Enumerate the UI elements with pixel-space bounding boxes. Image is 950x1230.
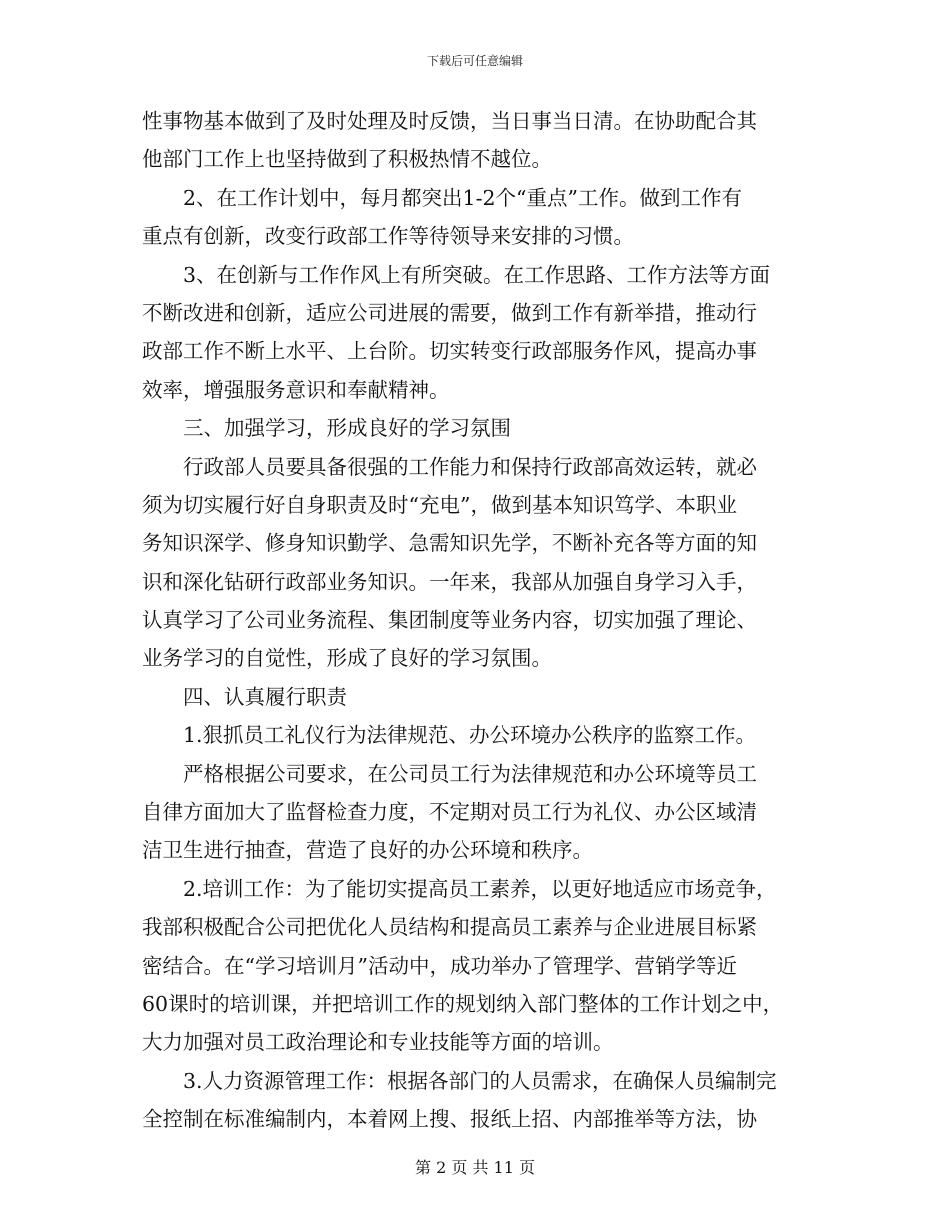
text-line: 识和深化钻研行政部业务知识。一年来，我部从加强自身学习入手， [142, 569, 757, 594]
text-line: 1.狠抓员工礼仪行为法律规范、办公环境办公秩序的监察工作。 [183, 723, 757, 748]
text-line: 自律方面加大了监督检查力度，不定期对员工行为礼仪、办公区域清 [142, 800, 757, 825]
text-line: 严格根据公司要求，在公司员工行为法律规范和办公环境等员工 [183, 761, 757, 786]
text-line: 他部门工作上也坚持做到了积极热情不越位。 [142, 147, 552, 172]
text-line: 我部积极配合公司把优化人员结构和提高员工素养与企业进展目标紧 [142, 915, 757, 940]
text-line: 密结合。在“学习培训月”活动中，成功举办了管理学、营销学等近 [142, 953, 737, 978]
text-line: 3、在创新与工作作风上有所突破。在工作思路、工作方法等方面 [183, 262, 771, 287]
text-line: 洁卫生进行抽查，营造了良好的办公环境和秩序。 [142, 838, 593, 863]
text-line: 2.培训工作：为了能切实提高员工素养，以更好地适应市场竞争， [183, 876, 777, 901]
text-line: 三、加强学习，形成良好的学习氛围 [183, 416, 511, 441]
page-footer: 第 2 页 共 11 页 [415, 1158, 535, 1177]
text-line: 政部工作不断上水平、上台阶。切实转变行政部服务作风，提高办事 [142, 339, 757, 364]
text-line: 大力加强对员工政治理论和专业技能等方面的培训。 [142, 1030, 614, 1055]
text-line: 务知识深学、修身知识勤学、急需知识先学，不断补充各等方面的知 [142, 531, 757, 556]
text-line: 认真学习了公司业务流程、集团制度等业务内容，切实加强了理论、 [142, 608, 757, 633]
text-line: 须为切实履行好自身职责及时“充电”，做到基本知识笃学、本职业 [142, 492, 737, 517]
text-line: 3.人力资源管理工作：根据各部门的人员需求，在确保人员编制完 [183, 1068, 777, 1093]
text-line: 性事物基本做到了及时处理及时反馈，当日事当日清。在协助配合其 [142, 109, 757, 133]
text-line: 2、在工作计划中，每月都突出1-2个“重点”工作。做到工作有 [183, 185, 743, 210]
page-header: 下载后可任意编辑 [426, 54, 523, 68]
text-line: 60课时的培训课，并把培训工作的规划纳入部门整体的工作计划之中， [142, 991, 784, 1016]
text-line: 重点有创新，改变行政部工作等待领导来安排的习惯。 [142, 224, 634, 249]
text-line: 行政部人员要具备很强的工作能力和保持行政部高效运转，就必 [183, 454, 757, 479]
text-line: 全控制在标准编制内，本着网上搜、报纸上招、内部推举等方法，协 [142, 1107, 757, 1132]
text-line: 效率，增强服务意识和奉献精神。 [142, 377, 450, 402]
text-line: 业务学习的自觉性，形成了良好的学习氛围。 [142, 646, 552, 671]
text-line: 不断改进和创新，适应公司进展的需要，做到工作有新举措，推动行 [142, 300, 757, 325]
text-line: 四、认真履行职责 [183, 684, 347, 709]
document-body [142, 102, 810, 1139]
